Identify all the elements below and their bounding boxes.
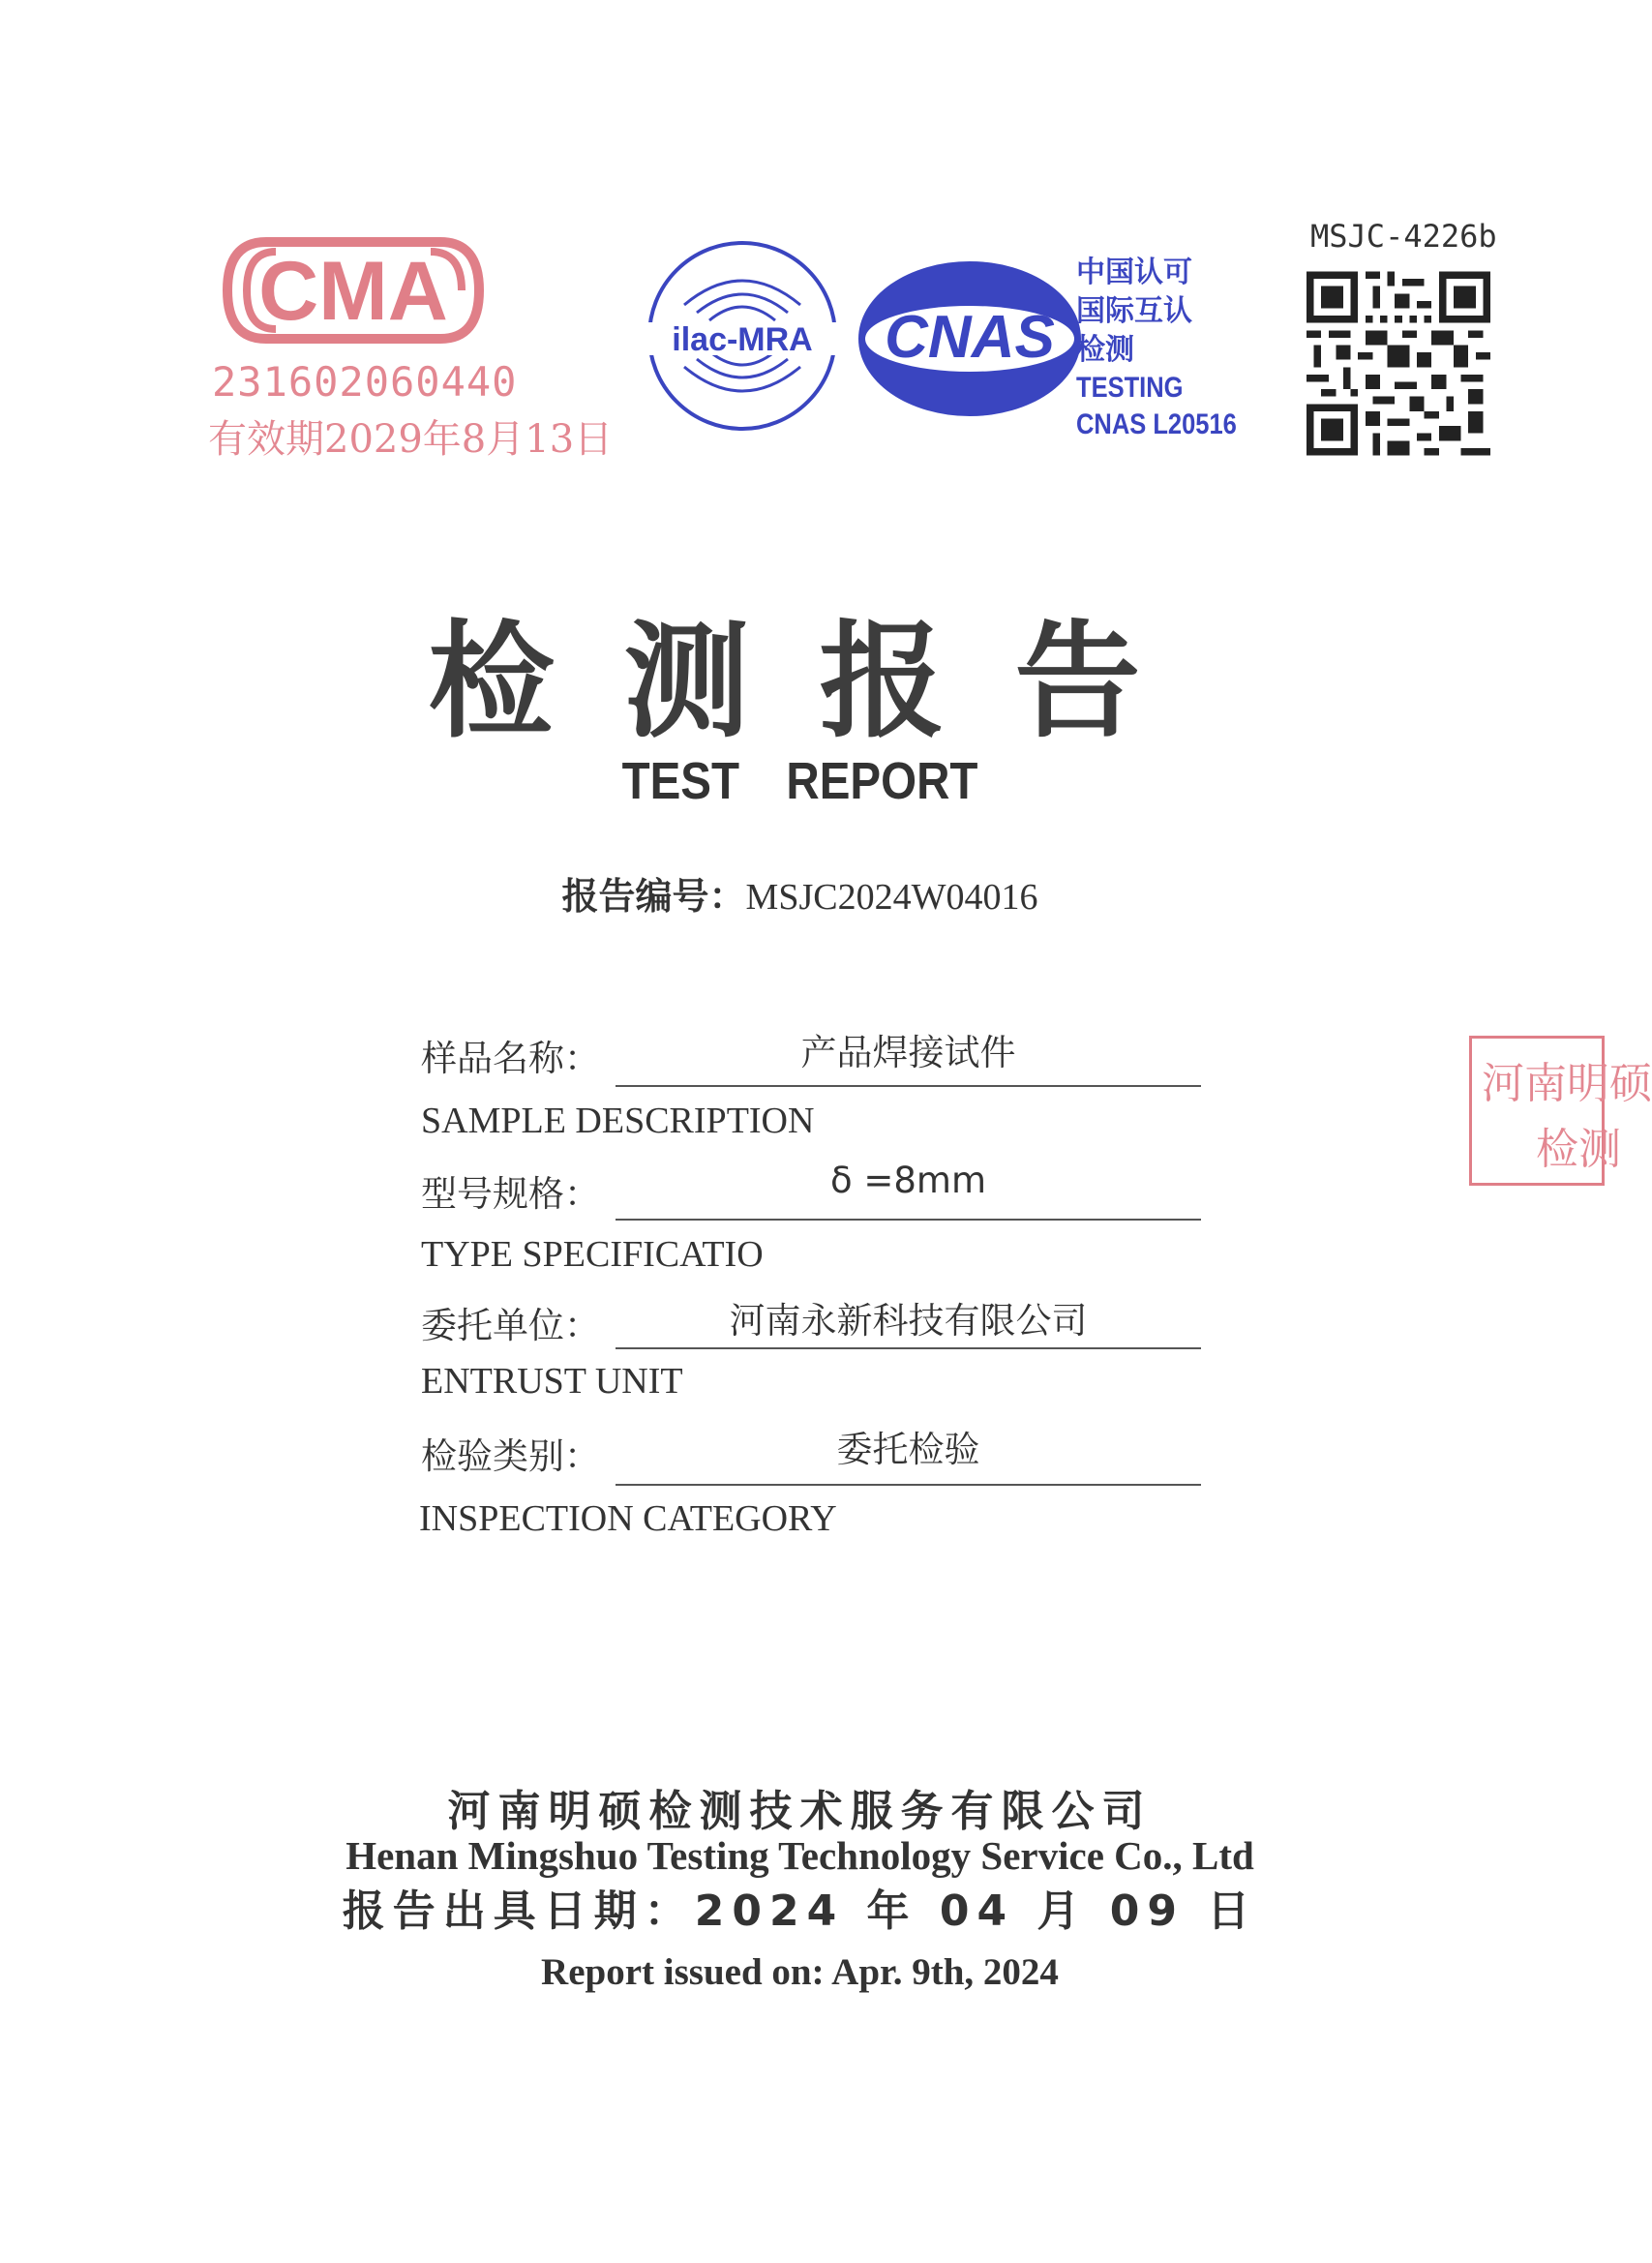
qr-code-label: MSJC-4226b (1310, 218, 1497, 255)
cnas-line-3: 检测 (1076, 333, 1134, 367)
type-spec-underline (616, 1219, 1201, 1221)
entrust-unit-value: 河南永新科技有限公司 (729, 1300, 1088, 1342)
report-title-cn: 检测报告 (428, 607, 1211, 755)
side-stamp-line-2: 检测 (1536, 1125, 1621, 1174)
sample-name-underline (616, 1085, 1201, 1087)
cma-number: 231602060440 (212, 358, 518, 406)
inspection-category-en-label: INSPECTION CATEGORY (419, 1498, 837, 1539)
cnas-logo (854, 256, 1086, 421)
type-spec-label: 型号规格： (421, 1173, 600, 1215)
issue-date-cn: 报告出具日期：2024 年 04 月 09 日 (342, 1886, 1258, 1936)
ilac-text: ilac-MRA (672, 321, 813, 358)
cma-logo-icon (208, 223, 498, 358)
cnas-line-4: TESTING (1076, 372, 1184, 404)
sample-description-label: SAMPLE DESCRIPTION (421, 1101, 815, 1141)
entrust-unit-underline (616, 1347, 1201, 1349)
cma-validity: 有效期2029年8月13日 (208, 417, 614, 462)
cnas-line-5: CNAS L20516 (1076, 408, 1237, 440)
inspection-category-underline (616, 1484, 1201, 1486)
type-specification-label: TYPE SPECIFICATIO (421, 1234, 764, 1275)
report-number-value: MSJC2024W04016 (745, 877, 1038, 918)
company-name-en: Henan Mingshuo Testing Technology Service Co., Ltd (345, 1833, 1254, 1878)
sample-name-value: 产品焊接试件 (800, 1032, 1016, 1073)
side-seal-stamp (1469, 1036, 1652, 1186)
issue-date-en: Report issued on: Apr. 9th, 2024 (541, 1951, 1059, 1993)
sample-name-label: 样品名称： (421, 1038, 600, 1079)
cma-stamp (208, 223, 614, 474)
cma-logo-text: CMA (258, 245, 448, 338)
report-number-label: 报告编号： (561, 875, 746, 918)
cnas-line-2: 国际互认 (1076, 294, 1192, 328)
cnas-line-1: 中国认可 (1076, 256, 1192, 289)
side-stamp-line-1: 河南明硕 (1482, 1059, 1652, 1108)
inspection-category-label: 检验类别： (421, 1435, 600, 1477)
report-title-en: TEST REPORT (621, 752, 978, 810)
ilac-mra-logo (644, 237, 842, 436)
entrust-unit-label: 委托单位： (421, 1305, 600, 1346)
type-spec-value: δ =8mm (829, 1160, 987, 1201)
inspection-category-value: 委托检验 (836, 1429, 980, 1470)
qr-code-icon (1307, 269, 1490, 458)
entrust-unit-en-label: ENTRUST UNIT (421, 1361, 683, 1402)
cnas-accreditation-text (1076, 254, 1265, 443)
report-number (0, 866, 1600, 920)
company-name-cn: 河南明硕检测技术服务有限公司 (447, 1787, 1153, 1836)
cnas-logo-text: CNAS (885, 304, 1055, 371)
